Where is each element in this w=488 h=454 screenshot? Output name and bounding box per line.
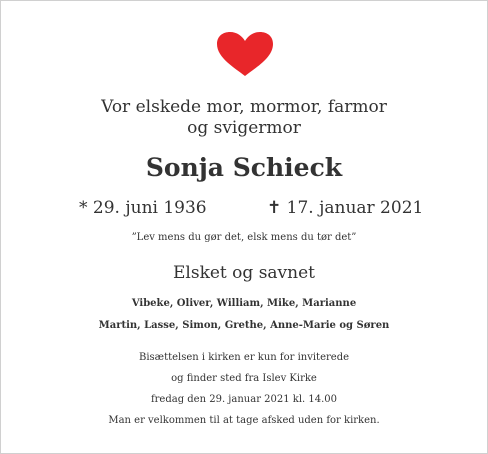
funeral-line: og finder sted fra Islev Kirke xyxy=(171,373,317,384)
intro-line: og svigermor xyxy=(187,118,301,138)
funeral-line: Man er velkommen til at tage afsked uden for kirken. xyxy=(108,415,380,426)
intro-text xyxy=(1,97,487,139)
family-line: Vibeke, Oliver, William, Mike, Marianne xyxy=(131,298,357,309)
quote: ”Lev mens du gør det, elsk mens du tør det” xyxy=(131,232,357,243)
funeral-info xyxy=(1,347,487,431)
farewell-text: Elsket og savnet xyxy=(173,263,315,283)
family-names xyxy=(1,293,487,337)
family-line: Martin, Lasse, Simon, Grethe, Anne-Marie og Søren xyxy=(98,320,390,331)
deceased-name: Sonja Schieck xyxy=(145,153,343,182)
intro-line: Vor elskede mor, mormor, farmor xyxy=(101,97,387,117)
birth-date: * 29. juni 1936 xyxy=(79,198,207,218)
funeral-line: Bisættelsen i kirken er kun for inviterede xyxy=(138,352,350,363)
death-date: ✝ 17. januar 2021 xyxy=(267,198,424,218)
funeral-line: fredag den 29. januar 2021 kl. 14.00 xyxy=(150,394,338,405)
heart-icon xyxy=(215,31,275,77)
